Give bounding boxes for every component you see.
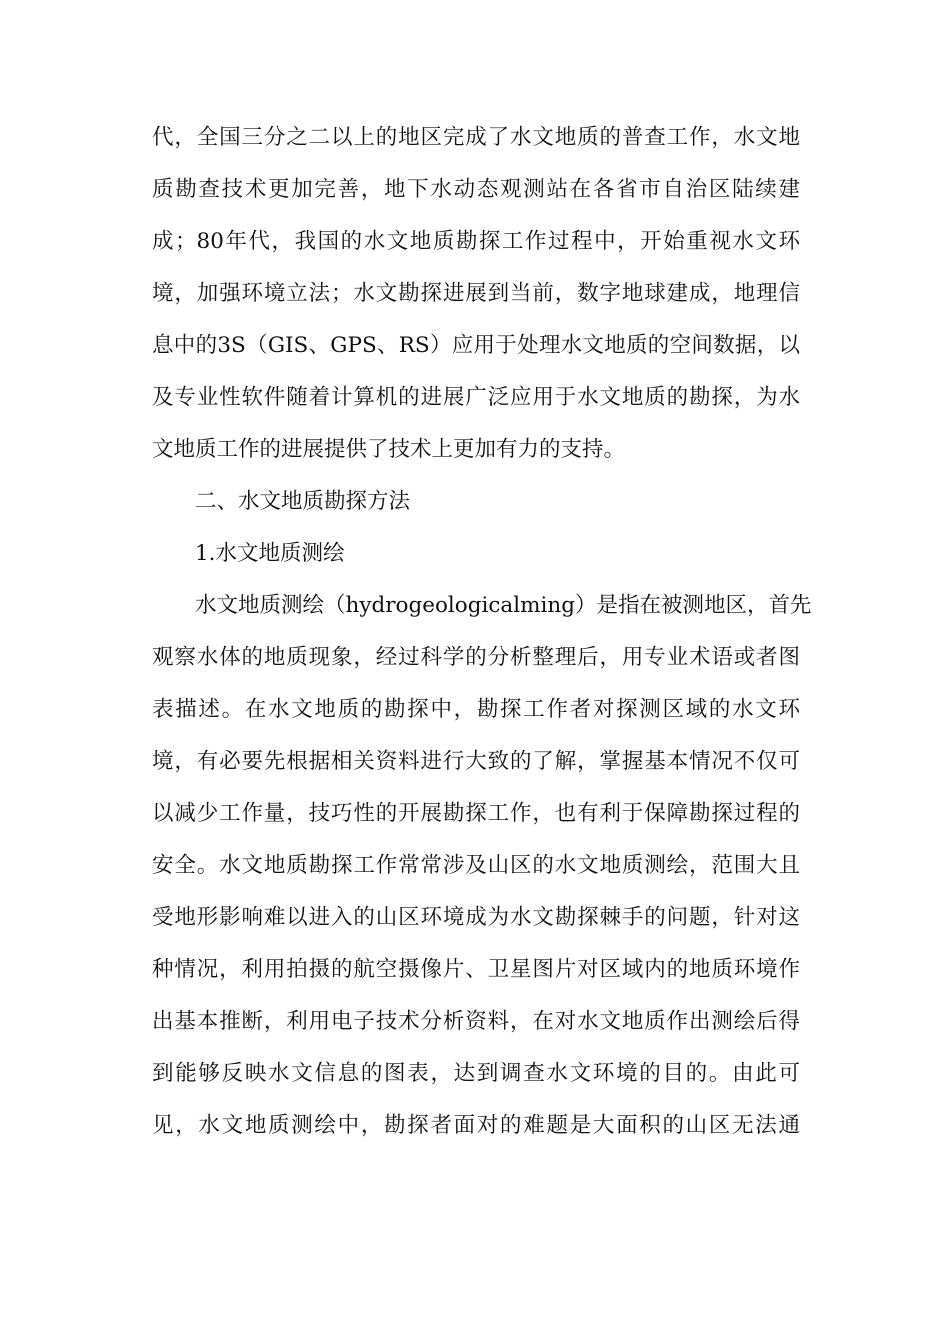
paragraph-line: 质勘查技术更加完善，地下水动态观测站在各省市自治区陆续建 [152,177,800,202]
paragraph-line: 成；80年代，我国的水文地质勘探工作过程中，开始重视水文环 [152,229,800,254]
paragraph-line: 种情况，利用拍摄的航空摄像片、卫星图片对区域内的地质环境作 [152,957,800,982]
paragraph-line: 到能够反映水文信息的图表，达到调查水文环境的目的。由此可 [152,1061,800,1086]
paragraph-line: 及专业性软件随着计算机的进展广泛应用于水文地质的勘探，为水 [152,385,800,410]
section-heading: 二、水文地质勘探方法 [195,489,411,514]
paragraph-line: 以减少工作量，技巧性的开展勘探工作，也有利于保障勘探过程的 [152,801,800,826]
paragraph-line: 观察水体的地质现象，经过科学的分析整理后，用专业术语或者图 [152,645,800,670]
paragraph-line: 安全。水文地质勘探工作常常涉及山区的水文地质测绘，范围大且 [152,853,800,878]
paragraph-line: 境，加强环境立法；水文勘探进展到当前，数字地球建成，地理信 [152,281,800,306]
paragraph-line: 表描述。在水文地质的勘探中，勘探工作者对探测区域的水文环 [152,697,800,722]
paragraph-first-line: 水文地质测绘（hydrogeologicalming）是指在被测地区，首先 [195,593,812,618]
paragraph-line: 见，水文地质测绘中，勘探者面对的难题是大面积的山区无法通 [152,1113,800,1138]
paragraph-last-line: 文地质工作的进展提供了技术上更加有力的支持。 [152,437,626,462]
paragraph-line: 受地形影响难以进入的山区环境成为水文勘探棘手的问题，针对这 [152,905,800,930]
paragraph-line: 境，有必要先根据相关资料进行大致的了解，掌握基本情况不仅可 [152,749,800,774]
body-text [152,112,812,1152]
subsection-heading: 1.水文地质测绘 [195,541,345,566]
paragraph-line: 出基本推断，利用电子技术分析资料，在对水文地质作出测绘后得 [152,1009,800,1034]
paragraph-line: 代，全国三分之二以上的地区完成了水文地质的普查工作，水文地 [152,125,800,150]
paragraph-line: 息中的3S（GIS、GPS、RS）应用于处理水文地质的空间数据，以 [152,333,800,358]
